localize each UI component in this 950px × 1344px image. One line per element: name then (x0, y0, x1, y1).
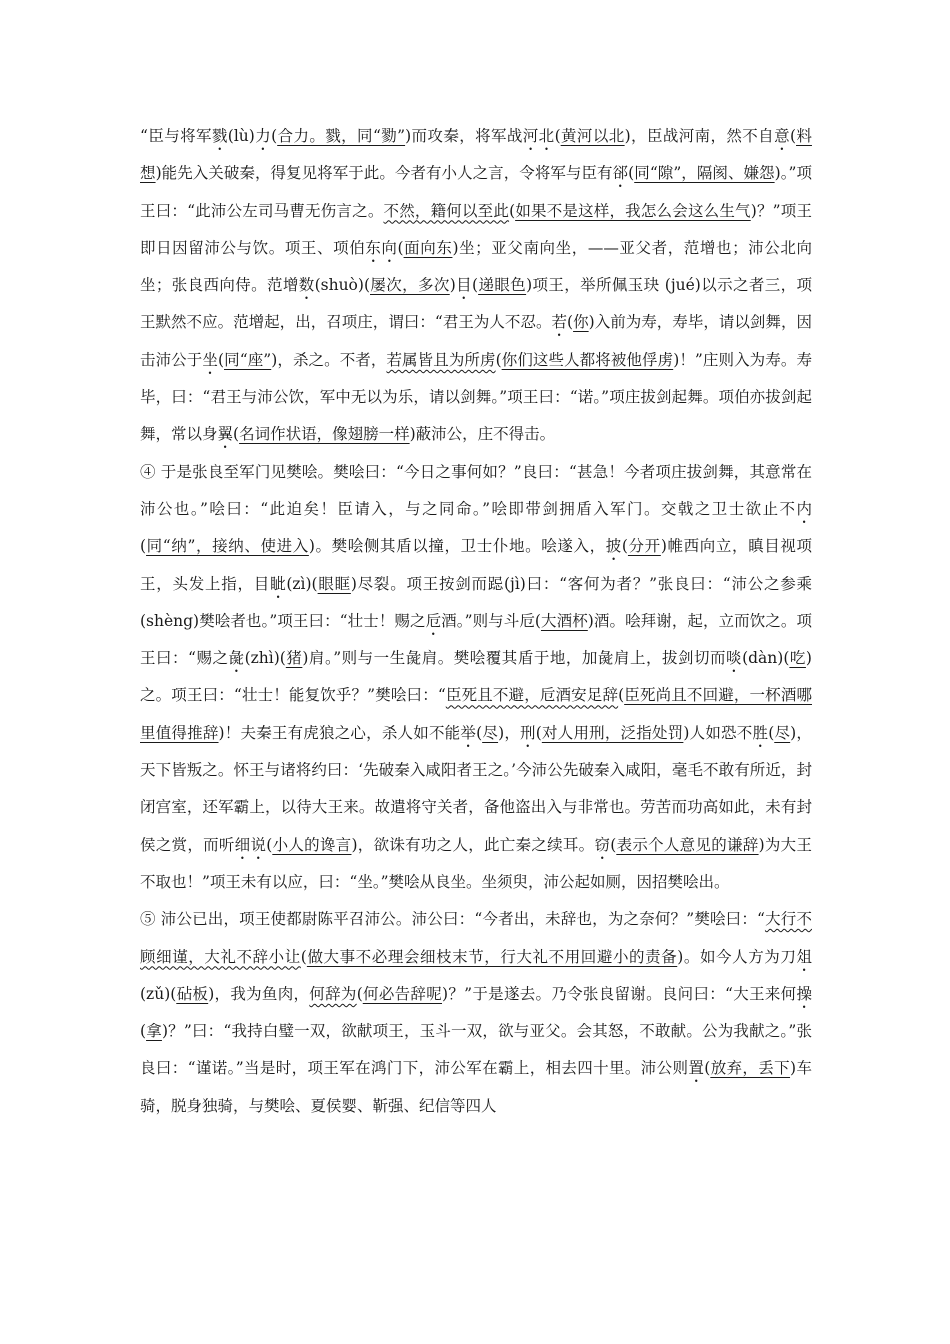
key-word: 彘 (228, 649, 245, 668)
annotation-note: 屡次，多次 (370, 276, 450, 295)
document-page (140, 118, 812, 1125)
text-run: (lù) (227, 127, 255, 145)
text-run: ( (300, 947, 307, 966)
text-run: )，杀之。不者， (271, 350, 387, 369)
annotation-note: 同“座” (224, 350, 272, 369)
key-word: 郤 (612, 164, 629, 183)
text-run: ) (449, 276, 456, 295)
annotation-note: 放弃，丢下 (710, 1059, 791, 1078)
text-run: )之。项王曰：“壮士！能复饮乎？”樊哙曰：“ (140, 649, 812, 705)
text-run: ( (789, 127, 797, 145)
key-sentence: 不然，籍何以至此 (383, 201, 510, 220)
text-run: )坐；亚父南向坐，——亚父者，范增也；沛公北向坐；张良西向侍。范增 (140, 238, 812, 295)
annotation-note: 大酒杯 (540, 611, 588, 630)
text-run: )肩。”则与一生彘肩。樊哙覆其盾于地，加彘肩上，拔剑切而 (302, 649, 727, 668)
annotation-note: 同“隙”，隔阂、嫌怨 (634, 164, 775, 183)
annotation-note: 小人的谗言 (272, 835, 352, 854)
key-word: 窃 (594, 835, 611, 854)
paragraph-escape (140, 901, 812, 1125)
text-run: (zǔ)( (140, 984, 177, 1003)
key-word: 俎 (796, 947, 812, 966)
key-word: 若 (551, 313, 568, 332)
text-run: )项王，举所佩玉玦 (jué)以示之者三，项王默然不应。范增起，出，召项庄，谓曰：“君王为人不忍。 (140, 276, 812, 332)
key-word: 翼 (217, 425, 234, 444)
text-run: )尽裂。项王按剑而跽(jì)曰：“客何为者？”张良曰：“沛公之参乘(shèng)樊哙者也。”项王曰：“壮士！赐之 (140, 574, 812, 630)
annotation-note: 尽 (482, 723, 499, 742)
key-word: 力 (254, 127, 272, 145)
text-run: )。”项王曰：“此沛公左司马曹无伤言之。 (140, 164, 812, 220)
text-run: )蔽沛公，庄不得击。 (409, 425, 556, 444)
text-run: “臣与将军 (140, 127, 212, 145)
text-run: )入前为寿，寿毕，请以剑舞，因击沛公于 (140, 313, 812, 369)
key-sentence: 若属皆且为所虏 (386, 350, 496, 369)
key-word: 刑 (520, 723, 536, 742)
text-run: ( (535, 723, 542, 742)
key-word: 眦 (270, 574, 287, 593)
text-run: ( (768, 723, 775, 742)
key-word: 东向 (365, 238, 398, 257)
key-word: 细说 (234, 835, 267, 854)
text-run: )能先入关破秦，得复见将军于此。今者有小人之言，令将军与臣有 (155, 164, 613, 183)
key-word: 啖 (726, 649, 743, 668)
text-run: )，我为鱼肉， (208, 984, 310, 1003)
text-run: ( (233, 425, 240, 444)
text-run: 酒。”则与斗卮( (441, 611, 541, 630)
annotation-note: 拿 (146, 1022, 162, 1041)
text-run: )帷西向立，瞋目视项王，头发上指，目 (140, 537, 812, 593)
text-run: ( (217, 350, 225, 369)
key-word: 披 (605, 537, 622, 556)
paragraph-banquet (140, 118, 812, 454)
text-run: ( (618, 686, 625, 705)
text-run: (dàn)( (742, 649, 790, 668)
annotation-note: 合力。戮，同“勠” (277, 127, 406, 145)
annotation-note: 分开 (627, 537, 661, 556)
text-run: ( (704, 1059, 711, 1078)
key-word: 目 (455, 276, 473, 295)
annotation-note: 砧板 (176, 984, 209, 1003)
annotation-note: 递眼色 (478, 276, 527, 295)
annotation-note: 你们这些人都将被他俘虏 (501, 350, 674, 369)
text-run: )？”曰：“我持白璧一双，欲献项王，玉斗一双，欲与亚父。会其怒，不敢献。公为我献之。”张良曰：“谨诺。”当是时，项王军在鸿门下，沛公军在霸上，相去四十里。沛公则 (140, 1022, 812, 1078)
text-run: ( (554, 127, 561, 145)
text-run: )，欲诛有功之人，此亡秦之续耳。 (351, 835, 595, 854)
annotation-note: 你 (573, 313, 589, 332)
key-word: 河北 (522, 127, 555, 145)
text-run: )车骑，脱身独骑，与樊哙、夏侯婴、靳强、纪信等四人 (140, 1059, 812, 1115)
text-run: )， (498, 723, 521, 742)
text-run: )。樊哙侧其盾以撞，卫士仆地。哙遂入， (308, 537, 606, 556)
text-run: ( (140, 1022, 147, 1041)
text-run: ( (271, 127, 278, 145)
text-run: (zì)( (286, 574, 318, 593)
annotation-note: 如果不是这样，我怎么会这么生气 (515, 201, 751, 220)
key-word: 坐 (202, 350, 218, 369)
key-word: 操 (796, 984, 812, 1003)
annotation-note: 猪 (285, 649, 303, 668)
text-run: ( (476, 723, 483, 742)
text-run: ( (472, 276, 479, 295)
text-run: (shuò)( (314, 276, 370, 295)
annotation-note: 名词作状语，像翅膀一样 (239, 425, 410, 444)
annotation-note: 尽 (774, 723, 791, 742)
key-sentence: 大行不顾细谨，大礼不辞小让 (140, 910, 812, 966)
key-word: 胜 (752, 723, 769, 742)
annotation-note: 对人用刑，泛指处罚 (541, 723, 684, 742)
annotation-note: 何必告辞呢 (362, 984, 443, 1003)
key-word: 戮 (211, 127, 228, 145)
text-run: )酒。哙拜谢，起，立而饮之。项王曰：“赐之 (140, 611, 812, 668)
key-word: 内 (796, 499, 812, 518)
annotation-note: 表示个人意见的谦辞 (616, 835, 759, 854)
key-sentence: 何辞为 (309, 984, 357, 1003)
annotation-note: 面向东 (403, 238, 453, 257)
key-word: 卮 (425, 611, 442, 630)
text-run: )，臣战河南，然不自 (624, 127, 775, 145)
text-run: )？”于是遂去。乃令张良留谢。良问曰：“大王来何 (442, 984, 797, 1003)
text-run: (zhì)( (244, 649, 286, 668)
annotation-note: 眼眶 (317, 574, 351, 593)
text-run: )人如恐不 (683, 723, 753, 742)
text-run: ( (356, 984, 363, 1003)
annotation-note: 料想 (140, 127, 812, 183)
paragraph-fan-kuai (140, 454, 812, 902)
key-word: 数 (298, 276, 315, 295)
text-run: ( (140, 537, 147, 556)
text-run: ( (266, 835, 273, 854)
annotation-note: 同“纳”，接纳、使进入 (146, 537, 309, 556)
text-run: ( (621, 537, 628, 556)
key-sentence: 臣死且不避，卮酒安足辞 (445, 686, 619, 705)
text-run: )。如今人方为刀 (677, 947, 797, 966)
text-run: ( (509, 201, 516, 220)
annotation-note: 臣死尚且不回避，一杯酒哪里值得推辞 (140, 686, 812, 742)
text-run: ( (567, 313, 574, 332)
annotation-note: 吃 (789, 649, 806, 668)
text-run: )！”庄则入为寿。寿毕，曰：“君王与沛公饮，军中无以为乐，请以剑舞。”项王曰：“诺。”项庄拔剑起舞。项伯亦拔剑起舞，常以身 (140, 350, 812, 444)
text-run: )！夫秦王有虎狼之心，杀人如不能 (218, 723, 461, 742)
text-run: ( (397, 238, 404, 257)
text-run: ④ 于是张良至军门见樊哙。樊哙曰：“今日之事何如？”良曰：“甚急！今者项庄拔剑舞，其意常在沛公也。”哙曰：“此迫矣！臣请入，与之同命。”哙即带剑拥盾入军门。交戟之卫士欲止不 (140, 462, 812, 518)
annotation-note: 黄河以北 (560, 127, 625, 145)
text-run: )，天下皆叛之。怀王与诸将约曰：‘先破秦入咸阳者王之。’今沛公先破秦入咸阳，毫毛不敢有所近，封闭宫室，还军霸上，以待大王来。故遣将守关者，备他盗出入与非常也。劳苦而功高如此，未有封侯之赏，而听 (140, 723, 812, 854)
key-word: 意 (774, 127, 790, 145)
key-word: 举 (460, 723, 477, 742)
key-word: 置 (688, 1059, 705, 1078)
text-run: ( (495, 350, 502, 369)
text-run: )而攻秦，将军战 (405, 127, 523, 145)
annotation-note: 做大事不必理会细枝末节，行大礼不用回避小的责备 (306, 947, 678, 966)
text-run: )为大王不取也！”项王未有以应，曰：“坐。”樊哙从良坐。坐须臾，沛公起如厕，因招樊哙出。 (140, 835, 812, 891)
text-run: )？”项王即日因留沛公与饮。项王、项伯 (140, 201, 812, 257)
text-run: ⑤ 沛公已出，项王使都尉陈平召沛公。沛公曰：“今者出，未辞也，为之奈何？”樊哙曰：“ (140, 910, 765, 929)
text-run: ( (628, 164, 635, 183)
text-run: ( (610, 835, 617, 854)
